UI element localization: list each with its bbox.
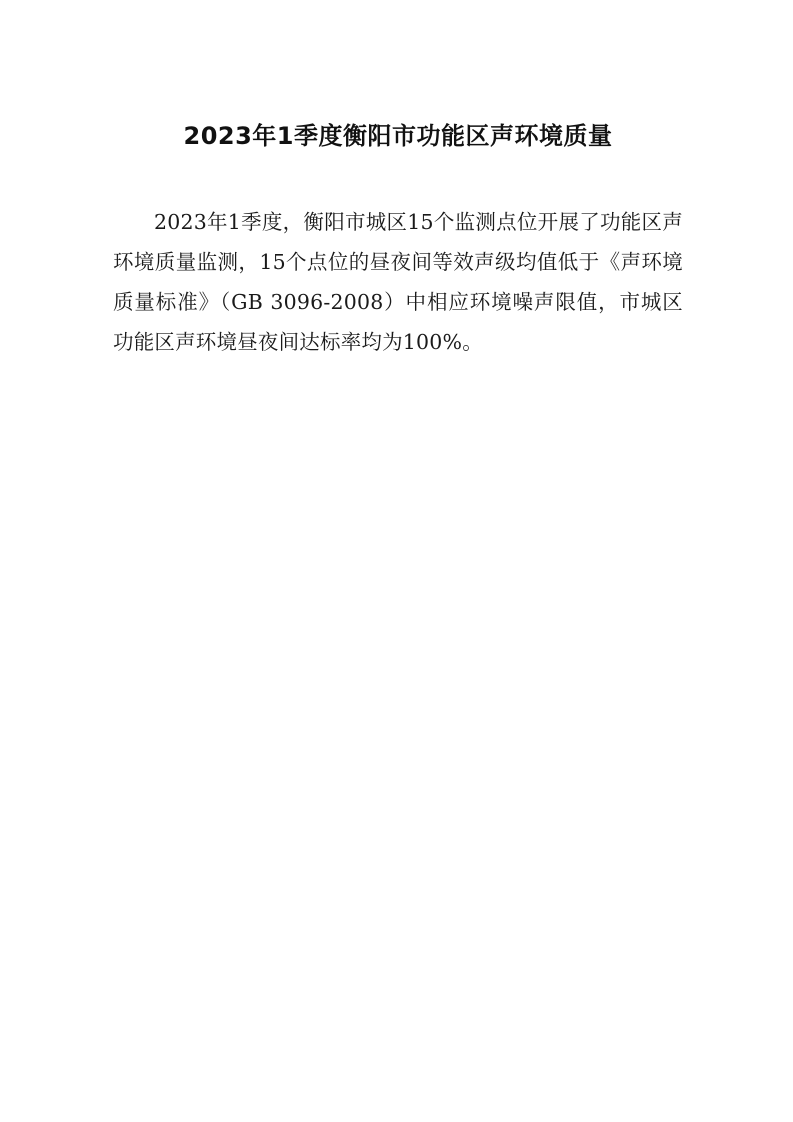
document-body bbox=[113, 202, 683, 362]
page-title: 2023年1季度衡阳市功能区声环境质量 bbox=[183, 122, 613, 150]
body-paragraph: 2023年1季度，衡阳市城区15个监测点位开展了功能区声环境质量监测，15个点位的昼夜间等效声级均值低于《声环境质量标准》（GB 3096-2008）中相应环境噪声限值，市城区功能区声环境昼夜间达标率均为100%。 bbox=[113, 210, 683, 354]
document-content bbox=[113, 118, 683, 362]
